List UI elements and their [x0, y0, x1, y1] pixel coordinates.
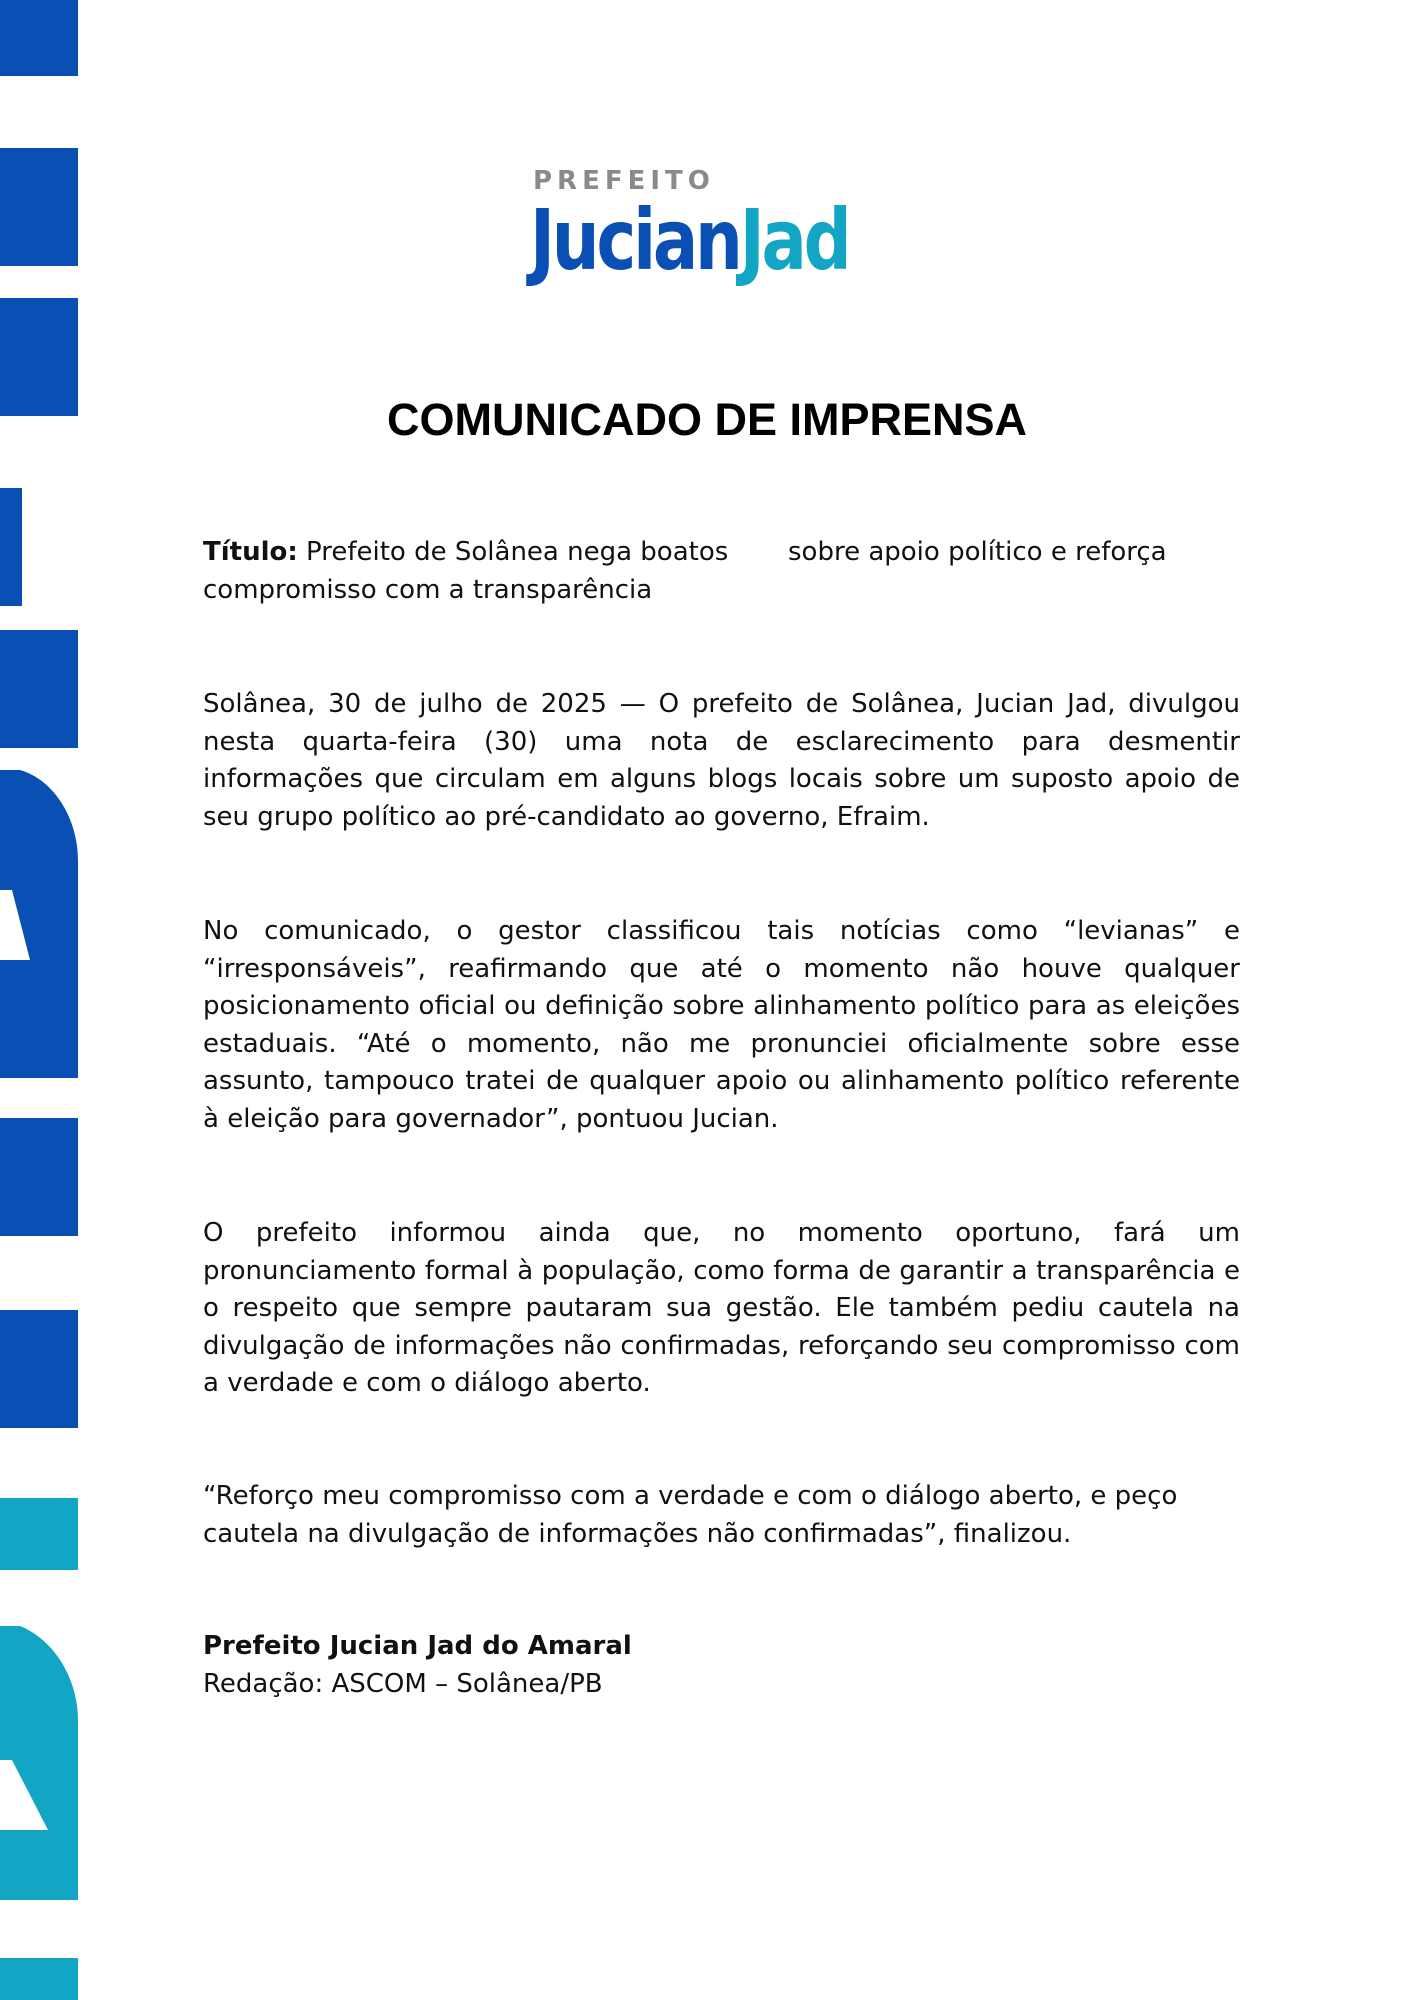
- title-left-line2: compromisso com a transparência: [203, 574, 653, 605]
- paragraph-3: O prefeito informou ainda que, no momento oportuno, fará um pronunciamento formal à população, como forma de garantir a transparência e o respeito que sempre pautaram sua gestão. Ele também pediu cautela na divulgação de informações não confirmadas, reforçando seu compromisso com a verdade e com o diálogo aberto.: [203, 1218, 1240, 1398]
- quote-line-2: cautela na divulgação de informações não confirmadas”, finalizou.: [203, 1518, 1072, 1549]
- signature-credit: Redação: ASCOM – Solânea/PB: [203, 1668, 603, 1699]
- signature-name: Prefeito Jucian Jad do Amaral: [203, 1631, 632, 1661]
- quote-line-1: “Reforço meu compromisso com a verdade e com o diálogo aberto, e peço: [203, 1481, 1178, 1511]
- logo-name-part1: Jucian: [530, 191, 740, 289]
- title-left-line1: Prefeito de Solânea nega boatos: [306, 537, 729, 567]
- brand-logo: [530, 166, 890, 306]
- paragraph-2: No comunicado, o gestor classificou tais notícias como “levianas” e “irresponsáveis”, reafirmando que até o momento não houve qualquer posicionamento oficial ou definição sobre alinhamento político para as eleições estaduais. “Até o momento, não me pronunciei oficialmente sobre esse assunto, tampouco tratei de qualquer apoio ou alinhamento político referente à eleição para governador”, pontuou Jucian.: [203, 916, 1240, 1134]
- title-right-line1: sobre apoio político e reforça: [788, 537, 1167, 567]
- logo-wordmark: [530, 191, 849, 289]
- title-right-block: [788, 534, 1248, 572]
- title-label: Título:: [203, 537, 298, 567]
- closing-quote: [203, 1478, 1240, 1553]
- page-heading: COMUNICADO DE IMPRENSA: [386, 394, 1028, 445]
- title-left-block: [203, 534, 763, 609]
- decorative-side-strip: [0, 0, 78, 2000]
- logo-name-part2: Jad: [739, 191, 849, 289]
- paragraph-1: Solânea, 30 de julho de 2025 — O prefeito de Solânea, Jucian Jad, divulgou nesta quarta-feira (30) uma nota de esclarecimento para desmentir informações que circulam em alguns blogs locais sobre um suposto apoio de seu grupo político ao pré-candidato ao governo, Efraim.: [203, 689, 1240, 832]
- logo-prefeito-text: PREFEITO: [533, 166, 715, 196]
- signature-block: [203, 1628, 1240, 1703]
